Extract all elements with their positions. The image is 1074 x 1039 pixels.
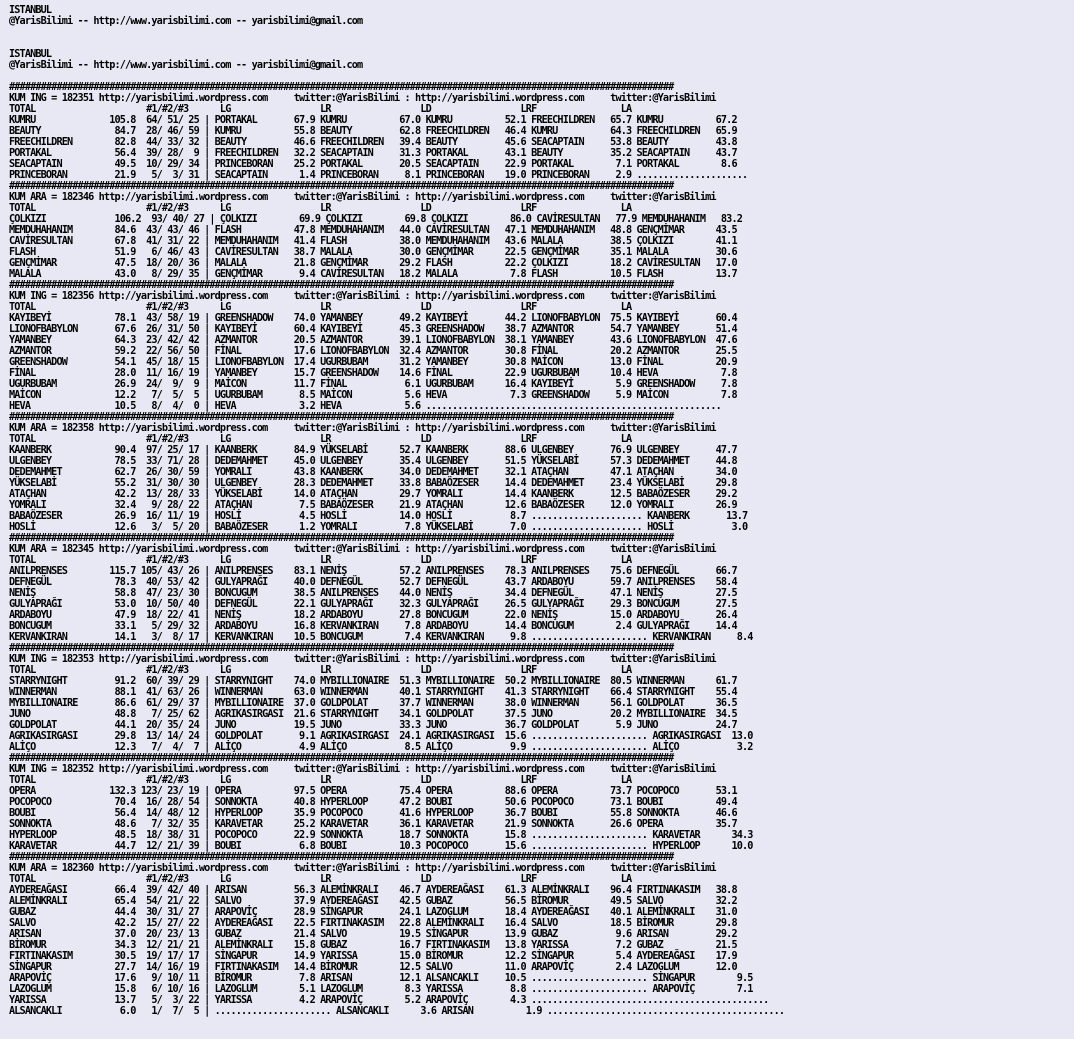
column-header-line: TOTAL #1/#2/#3 LG LR LD LRF LA [9,434,632,445]
result-row: ARAPOVİÇ 17.6 9/ 10/ 11 | BİROMUR 7.8 ARISAN 12.1 ALSANCAKLI 10.5 ...................... SİNGAPUR 9.5 [9,973,753,984]
result-row: GENÇMİMAR 47.5 18/ 20/ 36 | MALALA 21.8 GENÇMİMAR 29.2 FLASH 22.2 ÇOLKIZI 18.2 CAVİRESULTAN 17.0 [9,258,737,269]
header-line [9,38,1074,49]
result-row: GREENSHADOW 54.1 45/ 18/ 15 | LIONOFBABYLON 17.4 UGURBUBAM 31.2 YAMANBEY 30.8 MAİCON 13.0 FİNAL 20.9 [9,357,737,368]
column-header-line: TOTAL #1/#2/#3 LG LR LD LRF LA [9,302,632,313]
race-section [9,753,1074,852]
result-row: ALEMİNKRALI 65.4 54/ 21/ 22 | SALVO 37.9 AYDEREAĞASI 42.5 GUBAZ 56.5 BİROMUR 49.5 SALVO 32.2 [9,896,737,907]
result-row: MEMDUHAHANIM 84.6 43/ 43/ 46 | FLASH 47.8 MEMDUHAHANIM 44.0 CAVİRESULTAN 47.1 MEMDUHAHANIM 48.8 GENÇMİMAR 43.5 [9,225,737,236]
result-row: ALSANCAKLI 6.0 1/ 7/ 5 | ...................... ALSANCAKLI 3.6 ARISAN 1.9 ............................................. [9,1006,785,1017]
result-row: ARISAN 37.0 20/ 23/ 13 | GUBAZ 21.4 SALVO 19.5 SİNGAPUR 13.9 GUBAZ 9.6 ARISAN 29.2 [9,929,737,940]
result-row: LAZOGLUM 15.8 6/ 10/ 16 | LAZOGLUM 5.1 LAZOGLUM 8.3 YARISSA 8.8 ...................... ARAPOVİÇ 7.1 [9,984,753,995]
result-row: SALVO 42.2 15/ 27/ 22 | AYDEREAĞASI 22.5 FIRTINAKASIM 22.8 ALEMİNKRALI 16.4 SALVO 18.5 BİROMUR 29.8 [9,918,737,929]
separator-line: ############################################################################################################################## [9,280,674,291]
result-row: DEDEMAHMET 62.7 26/ 30/ 59 | YOMRALI 43.8 KAANBERK 34.0 DEDEMAHMET 32.1 ATAÇHAN 47.1 ATAÇHAN 34.0 [9,467,737,478]
result-row: OPERA 132.3 123/ 23/ 19 | OPERA 97.5 OPERA 75.4 OPERA 88.6 OPERA 73.7 POCOPOCO 53.1 [9,786,737,797]
header-line: @YarisBilimi -- http://www.yarisbilimi.com -- yarisbilimi@gmail.com [9,60,363,71]
result-row: FİNAL 28.0 11/ 16/ 19 | YAMANBEY 15.7 GREENSHADOW 14.6 FİNAL 22.9 UGURBUBAM 10.4 HEVA 7.8 [9,368,737,379]
result-row: KAYIBEYİ 78.1 43/ 58/ 19 | GREENSHADOW 74.0 YAMANBEY 49.2 KAYIBEYİ 44.2 LIONOFBABYLON 75.5 KAYIBEYİ 60.4 [9,313,737,324]
result-row: SİNGAPUR 27.7 14/ 16/ 19 | FIRTINAKASIM 14.4 BİROMUR 12.5 SALVO 11.0 ARAPOVİÇ 2.4 LAZOGLUM 12.0 [9,962,737,973]
result-row: HEVA 10.5 8/ 4/ 0 | HEVA 3.2 HEVA 5.6 ........................................................ [9,401,721,412]
result-row: GUBAZ 44.4 30/ 31/ 27 | ARAPOVİÇ 28.9 SİNGAPUR 24.1 LAZOGLUM 18.4 AYDEREAĞASI 40.1 ALEMİNKRALI 31.0 [9,907,737,918]
race-title-line: KUM ING = 182351 http://yarisbilimi.wordpress.com twitter:@YarisBilimi : http://yarisbilimi.wordpress.com twitter:@YarisBilimi [9,93,716,104]
column-header-line: TOTAL #1/#2/#3 LG LR LD LRF LA [9,874,632,885]
result-row: AZMANTOR 59.2 22/ 56/ 50 | FİNAL 17.6 LIONOFBABYLON 32.4 AZMANTOR 30.8 FİNAL 20.2 AZMANTOR 25.5 [9,346,737,357]
result-row: HOSLİ 12.6 3/ 5/ 20 | BABAÖZESER 1.2 YOMRALI 7.8 YÜKSELABİ 7.0 ..................... HOSLİ 3.0 [9,522,748,533]
result-row: BABAÖZESER 26.9 16/ 11/ 19 | HOSLİ 4.5 HOSLİ 14.0 HOSLİ 8.7 ..................... KAANBERK 13.7 [9,511,748,522]
result-row: AGRIKASIRGASI 29.8 13/ 14/ 24 | GOLDPOLAT 9.1 AGRIKASIRGASI 24.1 AGRIKASIRGASI 15.6 ...................... AGRIKASIRGASI 13.0 [9,731,753,742]
result-row: ATAÇHAN 42.2 13/ 28/ 33 | YÜKSELABİ 14.0 ATAÇHAN 29.7 YOMRALI 14.4 KAANBERK 12.5 BABAÖZESER 29.2 [9,489,737,500]
result-row: UGURBUBAM 26.9 24/ 9/ 9 | MAİCON 11.7 FİNAL 6.1 UGURBUBAM 16.4 KAYIBEYİ 5.9 GREENSHADOW 7.8 [9,379,737,390]
result-row: SEACAPTAIN 49.5 10/ 29/ 34 | PRINCEBORAN 25.2 PORTAKAL 20.5 SEACAPTAIN 22.9 PORTAKAL 7.1 PORTAKAL 8.6 [9,159,737,170]
report-header [9,5,1074,82]
race-section [9,82,1074,181]
result-row: ARDABOYU 47.9 18/ 22/ 41 | NENİŞ 18.2 ARDABOYU 27.8 BONCUGUM 22.0 NENİŞ 15.0 ARDABOYU 26.4 [9,610,737,621]
result-row: ULGENBEY 78.5 33/ 71/ 28 | DEDEMAHMET 45.0 ULGENBEY 35.4 ULGENBEY 51.5 YÜKSELABİ 57.3 DEDEMAHMET 44.8 [9,456,737,467]
column-header-line: TOTAL #1/#2/#3 LG LR LD LRF LA [9,665,632,676]
result-row: YAMANBEY 64.3 23/ 42/ 42 | AZMANTOR 20.5 AZMANTOR 39.1 LIONOFBABYLON 38.1 YAMANBEY 43.6 LIONOFBABYLON 47.6 [9,335,737,346]
result-row: PORTAKAL 56.4 39/ 28/ 9 | FREECHILDREN 32.2 SEACAPTAIN 31.3 PORTAKAL 43.1 BEAUTY 35.2 SEACAPTAIN 43.7 [9,148,737,159]
result-row: BOUBI 56.4 14/ 48/ 12 | HYPERLOOP 35.9 POCOPOCO 41.6 HYPERLOOP 36.7 BOUBI 55.8 SONNOKTA 46.6 [9,808,737,819]
race-section [9,181,1074,280]
result-row: YOMRALI 32.4 9/ 28/ 22 | ATAÇHAN 7.5 BABAÖZESER 21.9 ATAÇHAN 12.6 BABAÖZESER 12.0 YOMRALI 26.9 [9,500,737,511]
column-header-line: TOTAL #1/#2/#3 LG LR LD LRF LA [9,775,632,786]
race-title-line: KUM ING = 182353 http://yarisbilimi.wordpress.com twitter:@YarisBilimi : http://yarisbilimi.wordpress.com twitter:@YarisBilimi [9,654,716,665]
race-title-line: KUM ING = 182356 http://yarisbilimi.wordpress.com twitter:@YarisBilimi : http://yarisbilimi.wordpress.com twitter:@YarisBilimi [9,291,716,302]
race-title-line: KUM ARA = 182358 http://yarisbilimi.wordpress.com twitter:@YarisBilimi : http://yarisbilimi.wordpress.com twitter:@YarisBilimi [9,423,716,434]
race-section [9,412,1074,533]
result-row: STARRYNIGHT 91.2 60/ 39/ 29 | STARRYNIGHT 74.0 MYBILLIONAIRE 51.3 MYBILLIONAIRE 50.2 MYBILLIONAIRE 80.5 WINNERMAN 61.7 [9,676,737,687]
result-row: SONNOKTA 48.6 7/ 32/ 35 | KARAVETAR 25.2 KARAVETAR 36.1 KARAVETAR 21.9 SONNOKTA 26.6 OPERA 35.7 [9,819,737,830]
result-row: GOLDPOLAT 44.1 20/ 35/ 24 | JUNO 19.5 JUNO 33.3 JUNO 36.7 GOLDPOLAT 5.9 JUNO 24.7 [9,720,737,731]
result-row: ALİÇO 12.3 7/ 4/ 7 | ALİÇO 4.9 ALİÇO 8.5 ALİÇO 9.9 ...................... ALİÇO 3.2 [9,742,753,753]
race-title-line: KUM ARA = 182345 http://yarisbilimi.wordpress.com twitter:@YarisBilimi : http://yarisbilimi.wordpress.com twitter:@YarisBilimi [9,544,716,555]
result-row: PRINCEBORAN 21.9 5/ 3/ 31 | SEACAPTAIN 1.4 PRINCEBORAN 8.1 PRINCEBORAN 19.0 PRINCEBORAN 2.9 ..................... [9,170,748,181]
header-line: @YarisBilimi -- http://www.yarisbilimi.com -- yarisbilimi@gmail.com [9,16,363,27]
result-row: JUNO 48.8 7/ 25/ 62 | AGRIKASIRGASI 21.6 STARRYNIGHT 34.1 GOLDPOLAT 37.5 JUNO 20.2 MYBILLIONAIRE 34.5 [9,709,737,720]
separator-line: ############################################################################################################################## [9,852,674,863]
separator-line: ############################################################################################################################## [9,643,674,654]
result-row: POCOPOCO 70.4 16/ 28/ 54 | SONNOKTA 40.8 HYPERLOOP 47.2 BOUBI 50.6 POCOPOCO 73.1 BOUBI 49.4 [9,797,737,808]
race-section [9,852,1074,1017]
separator-line: ############################################################################################################################## [9,753,674,764]
result-row: CAVİRESULTAN 67.8 41/ 31/ 22 | MEMDUHAHANIM 41.4 FLASH 38.0 MEMDUHAHANIM 43.6 MALALA 38.5 ÇOLKIZI 41.1 [9,236,737,247]
race-section [9,280,1074,412]
result-row: MALALA 43.0 8/ 29/ 35 | GENÇMİMAR 9.4 CAVİRESULTAN 18.2 MALALA 7.8 FLASH 10.5 FLASH 13.7 [9,269,737,280]
result-row: BONCUGUM 33.1 5/ 29/ 32 | ARDABOYU 16.8 KERVANKIRAN 7.8 ARDABOYU 14.4 BONCUGUM 2.4 GULYAPRAĞI 14.4 [9,621,737,632]
header-line [9,27,1074,38]
result-row: ÇOLKIZI 106.2 93/ 40/ 27 | ÇOLKIZI 69.9 ÇOLKIZI 69.8 ÇOLKIZI 86.0 CAVİRESULTAN 77.9 MEMDUHAHANIM 83.2 [9,214,743,225]
result-row: AYDEREAĞASI 66.4 39/ 42/ 40 | ARISAN 56.3 ALEMİNKRALI 46.7 AYDEREAĞASI 61.3 ALEMİNKRALI 96.4 FIRTINAKASIM 38.8 [9,885,737,896]
separator-line: ############################################################################################################################## [9,412,674,423]
column-header-line: TOTAL #1/#2/#3 LG LR LD LRF LA [9,104,632,115]
result-row: DEFNEGÜL 78.3 40/ 53/ 42 | GULYAPRAĞI 40.0 DEFNEGÜL 52.7 DEFNEGÜL 43.7 ARDABOYU 59.7 ANILPRENSES 58.4 [9,577,737,588]
race-title-line: KUM ARA = 182346 http://yarisbilimi.wordpress.com twitter:@YarisBilimi : http://yarisbilimi.wordpress.com twitter:@YarisBilimi [9,192,716,203]
result-row: BEAUTY 84.7 28/ 46/ 59 | KUMRU 55.8 BEAUTY 62.8 FREECHILDREN 46.4 KUMRU 64.3 FREECHILDREN 65.9 [9,126,737,137]
result-row: FREECHILDREN 82.8 44/ 33/ 32 | BEAUTY 46.6 FREECHILDREN 39.4 BEAUTY 45.6 SEACAPTAIN 53.8 BEAUTY 43.8 [9,137,737,148]
separator-line: ############################################################################################################################## [9,181,674,192]
race-section [9,533,1074,643]
result-row: MAİCON 12.2 7/ 5/ 5 | UGURBUBAM 8.5 MAİCON 5.6 HEVA 7.3 GREENSHADOW 5.9 MAİCON 7.8 [9,390,737,401]
result-row: NENİŞ 58.8 47/ 23/ 30 | BONCUGUM 38.5 ANILPRENSES 44.0 NENİŞ 34.4 DEFNEGÜL 47.1 NENİŞ 27.5 [9,588,737,599]
result-row: FLASH 51.9 6/ 46/ 43 | CAVİRESULTAN 38.7 MALALA 30.0 GENÇMİMAR 22.5 GENÇMİMAR 35.1 MALALA 30.6 [9,247,737,258]
result-row: ANILPRENSES 115.7 105/ 43/ 26 | ANILPRENSES 83.1 NENİŞ 57.2 ANILPRENSES 78.3 ANILPRENSES 75.6 DEFNEGÜL 66.7 [9,566,737,577]
race-title-line: KUM ARA = 182360 http://yarisbilimi.wordpress.com twitter:@YarisBilimi : http://yarisbilimi.wordpress.com twitter:@YarisBilimi [9,863,716,874]
column-header-line: TOTAL #1/#2/#3 LG LR LD LRF LA [9,203,632,214]
separator-line: ############################################################################################################################## [9,533,674,544]
result-row: KUMRU 105.8 64/ 51/ 25 | PORTAKAL 67.9 KUMRU 67.0 KUMRU 52.1 FREECHILDREN 65.7 KUMRU 67.2 [9,115,737,126]
result-row: KAANBERK 90.4 97/ 25/ 17 | KAANBERK 84.9 YÜKSELABİ 52.7 KAANBERK 88.6 ULGENBEY 76.9 ULGENBEY 47.7 [9,445,737,456]
race-title-line: KUM ING = 182352 http://yarisbilimi.wordpress.com twitter:@YarisBilimi : http://yarisbilimi.wordpress.com twitter:@YarisBilimi [9,764,716,775]
separator-line: ############################################################################################################################## [9,82,674,93]
column-header-line: TOTAL #1/#2/#3 LG LR LD LRF LA [9,555,632,566]
result-row: KERVANKIRAN 14.1 3/ 8/ 17 | KERVANKIRAN 10.5 BONCUGUM 7.4 KERVANKIRAN 9.8 ...................... KERVANKIRAN 8.4 [9,632,753,643]
result-row: MYBILLIONAIRE 86.6 61/ 29/ 37 | MYBILLIONAIRE 37.0 GOLDPOLAT 37.7 WINNERMAN 38.0 WINNERMAN 56.1 GOLDPOLAT 36.5 [9,698,737,709]
header-line: ISTANBUL [9,5,52,16]
race-section [9,643,1074,753]
result-row: GULYAPRAĞI 53.0 10/ 50/ 40 | DEFNEGÜL 22.1 GULYAPRAĞI 32.3 GULYAPRAĞI 26.5 GULYAPRAĞI 29.3 BONCUGUM 27.5 [9,599,737,610]
result-row: KARAVETAR 44.7 12/ 21/ 39 | BOUBI 6.8 BOUBI 10.3 POCOPOCO 15.6 ...................... HYPERLOOP 10.0 [9,841,753,852]
result-row: YARISSA 13.7 5/ 3/ 22 | YARISSA 4.2 ARAPOVİÇ 5.2 ARAPOVİÇ 4.3 ............................................. [9,995,769,1006]
result-row: BİROMUR 34.3 12/ 21/ 21 | ALEMİNKRALI 15.8 GUBAZ 16.7 FIRTINAKASIM 13.8 YARISSA 7.2 GUBAZ 21.5 [9,940,737,951]
header-line [9,71,1074,82]
result-row: FIRTINAKASIM 30.5 19/ 17/ 17 | SİNGAPUR 14.9 YARISSA 15.0 BİROMUR 12.2 SİNGAPUR 5.4 AYDEREAĞASI 17.9 [9,951,737,962]
result-row: WINNERMAN 88.1 41/ 63/ 26 | WINNERMAN 63.0 WINNERMAN 40.1 STARRYNIGHT 41.3 STARRYNIGHT 66.4 STARRYNIGHT 55.4 [9,687,737,698]
result-row: HYPERLOOP 48.5 18/ 38/ 31 | POCOPOCO 22.9 SONNOKTA 18.7 SONNOKTA 15.8 ...................... KARAVETAR 34.3 [9,830,753,841]
header-line: ISTANBUL [9,49,52,60]
result-row: LIONOFBABYLON 67.6 26/ 31/ 50 | KAYIBEYİ 60.4 KAYIBEYİ 45.3 GREENSHADOW 38.7 AZMANTOR 54.7 YAMANBEY 51.4 [9,324,737,335]
result-row: YÜKSELABİ 55.2 31/ 30/ 30 | ULGENBEY 28.3 DEDEMAHMET 33.8 BABAÖZESER 14.4 DEDEMAHMET 23.4 YÜKSELABİ 29.8 [9,478,737,489]
